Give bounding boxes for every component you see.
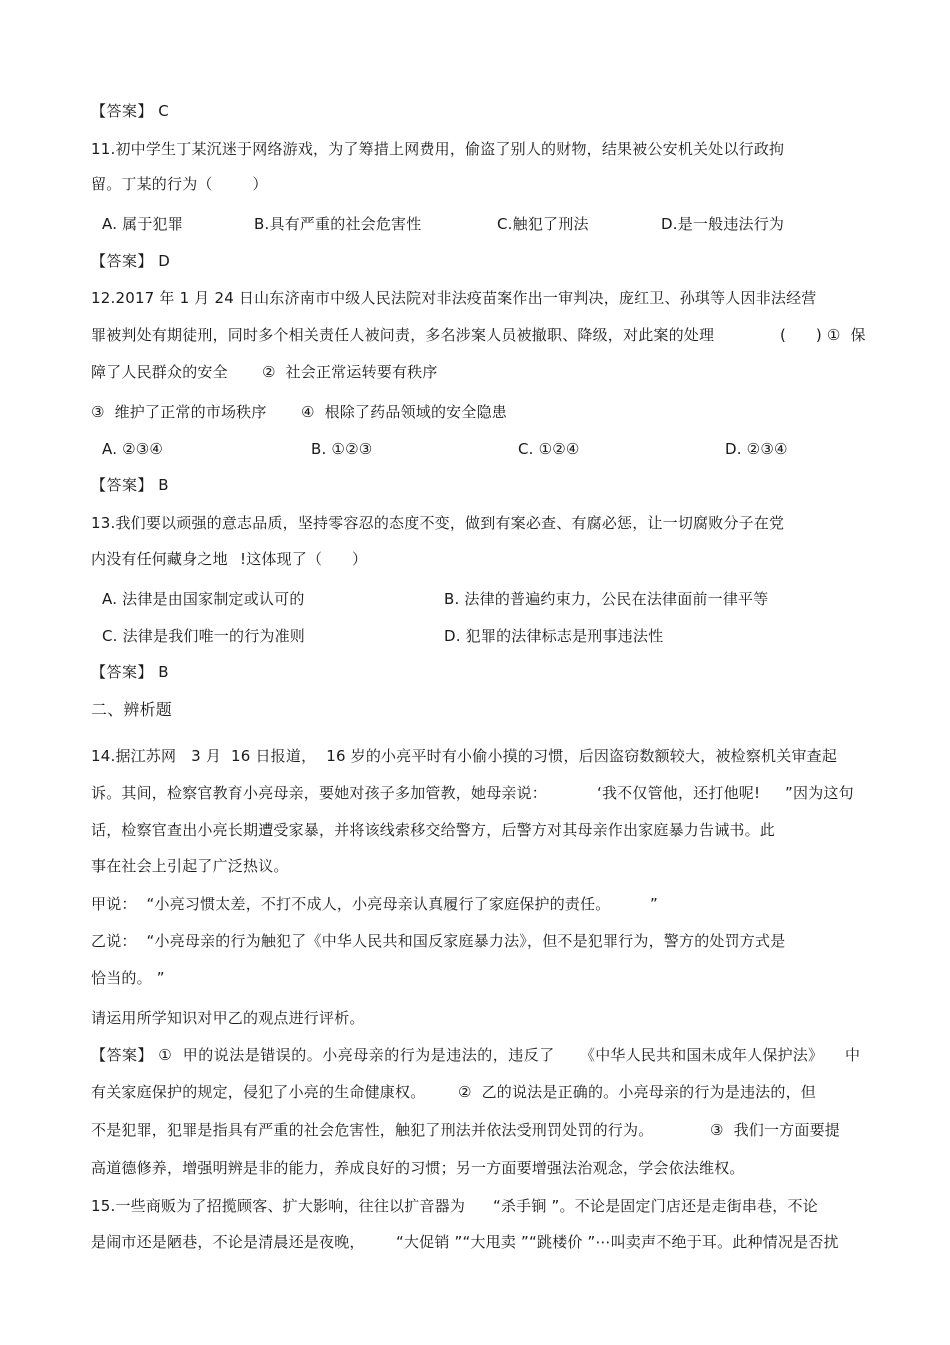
answer-q14-line1-end: 中 — [845, 1046, 861, 1064]
q15-text-line2-end: “大促销 ”“大甩卖 ”“跳楼价 ”⋯叫卖声不绝于耳。此种情况是否扰 — [396, 1233, 839, 1251]
q15-text-line2: 是闹市还是陋巷，不论是清晨还是夜晚， — [91, 1233, 365, 1251]
q11-option-c: C.触犯了刑法 — [497, 215, 589, 233]
q13-text-line1: 13.我们要以顽强的意志品质，坚持零容忍的态度不变，做到有案必查、有腐必惩，让一切腐败分子在党 — [91, 514, 785, 532]
q11-option-b: B.具有严重的社会危害性 — [254, 215, 422, 233]
q14-text-line4: 事在社会上引起了广泛热议。 — [91, 857, 289, 875]
q13-option-d: D. 犯罪的法律标志是刑事违法性 — [444, 627, 664, 645]
section-heading: 二、辨析题 — [91, 700, 173, 719]
q13-text-line2-end: !这体现了（ ） — [240, 550, 368, 568]
q11-text-line1: 11.初中学生丁某沉迷于网络游戏，为了筹措上网费用，偷盗了别人的财物，结果被公安机关处以行政拘 — [91, 140, 785, 158]
q11-text-line2: 留。丁某的行为（ ） — [91, 175, 268, 193]
q13-option-c: C. 法律是我们唯一的行为准则 — [102, 627, 306, 645]
q12-option-d: D. ②③④ — [725, 440, 788, 458]
answer-q14-line3-end: ③ 我们一方面要提 — [710, 1121, 840, 1139]
q14-text-line5: 甲说： “小亮习惯太差，不打不成人，小亮母亲认真履行了家庭保护的责任。 — [91, 895, 611, 913]
q12-option-a: A. ②③④ — [102, 440, 164, 458]
q12-text-line3: 障了人民群众的安全 — [91, 363, 228, 381]
q12-option-b: B. ①②③ — [311, 440, 373, 458]
q15-text-line1-end: “杀手锏 ”。不论是固定门店还是走街串巷，不论 — [493, 1197, 818, 1215]
answer-q13: 【答案】 B — [91, 663, 170, 681]
q14-text-line1: 14.据江苏网 3 月 16 日报道， 16 岁的小亮平时有小偷小摸的习惯，后因盗窃数额较大，被检察机关审查起 — [91, 747, 838, 765]
q14-text-line6: 乙说： “小亮母亲的行为触犯了《中华人民共和国反家庭暴力法》，但不是犯罪行为，警方的处罚方式是 — [91, 932, 786, 950]
q13-option-a: A. 法律是由国家制定或认可的 — [102, 590, 305, 608]
answer-q11: 【答案】 D — [91, 252, 171, 270]
answer-q14-line3: 不是犯罪，犯罪是指具有严重的社会危害性，触犯了刑法并依法受刑罚处罚的行为。 — [91, 1121, 654, 1139]
answer-q14-line4: 高道德修养，增强明辨是非的能力，养成良好的习惯；另一方面要增强法治观念，学会依法维权。 — [91, 1159, 745, 1177]
q14-text-line2: 诉。其间，检察官教育小亮母亲，要她对孩子多加管教，她母亲说： — [91, 784, 548, 802]
q12-text-line4: ③ 维护了正常的市场秩序 — [91, 403, 267, 421]
q11-option-a: A. 属于犯罪 — [102, 215, 183, 233]
answer-q10: 【答案】 C — [91, 102, 170, 120]
answer-q12: 【答案】 B — [91, 476, 170, 494]
answer-q14-line2-end: ② 乙的说法是正确的。小亮母亲的行为是违法的，但 — [458, 1083, 816, 1101]
q14-text-line5-end: ” — [650, 895, 658, 913]
q12-option-c: C. ①②④ — [518, 440, 580, 458]
q13-text-line2: 内没有任何藏身之地 — [91, 550, 228, 568]
q12-text-line1: 12.2017 年 1 月 24 日山东济南市中级人民法院对非法疫苗案作出一审判决，庞红卫、孙琪等人因非法经营 — [91, 289, 817, 307]
q14-text-line7: 恰当的。 ” — [91, 969, 165, 987]
q14-text-line2-end: ‘我不仅管他，还打他呢! ”因为这句 — [597, 784, 854, 802]
q15-text-line1: 15.一些商贩为了招揽顾客、扩大影响，往往以扩音器为 — [91, 1197, 466, 1215]
q12-text-line4-end: ④ 根除了药品领域的安全隐患 — [301, 403, 507, 421]
q14-text-line3: 话，检察官查出小亮长期遭受家暴，并将该线索移交给警方，后警方对其母亲作出家庭暴力告诫书。此 — [91, 821, 776, 839]
q12-text-line2: 罪被判处有期徒刑，同时多个相关责任人被问责，多名涉案人员被撤职、降级，对此案的处理 — [91, 326, 715, 344]
q11-option-d: D.是一般违法行为 — [661, 215, 785, 233]
q12-text-line3-end: ② 社会正常运转要有秩序 — [262, 363, 438, 381]
answer-q14-line1: 【答案】 ① 甲的说法是错误的。小亮母亲的行为是违法的，违反了 — [91, 1046, 555, 1064]
answer-q14-line1-law: 《中华人民共和国未成年人保护法》 — [580, 1046, 824, 1064]
q13-option-b: B. 法律的普遍约束力，公民在法律面前一律平等 — [444, 590, 769, 608]
q12-text-line2-end: ( ) ① 保 — [780, 326, 866, 344]
q14-text-line8: 请运用所学知识对甲乙的观点进行评析。 — [91, 1009, 365, 1027]
answer-q14-line2: 有关家庭保护的规定，侵犯了小亮的生命健康权。 — [91, 1083, 426, 1101]
